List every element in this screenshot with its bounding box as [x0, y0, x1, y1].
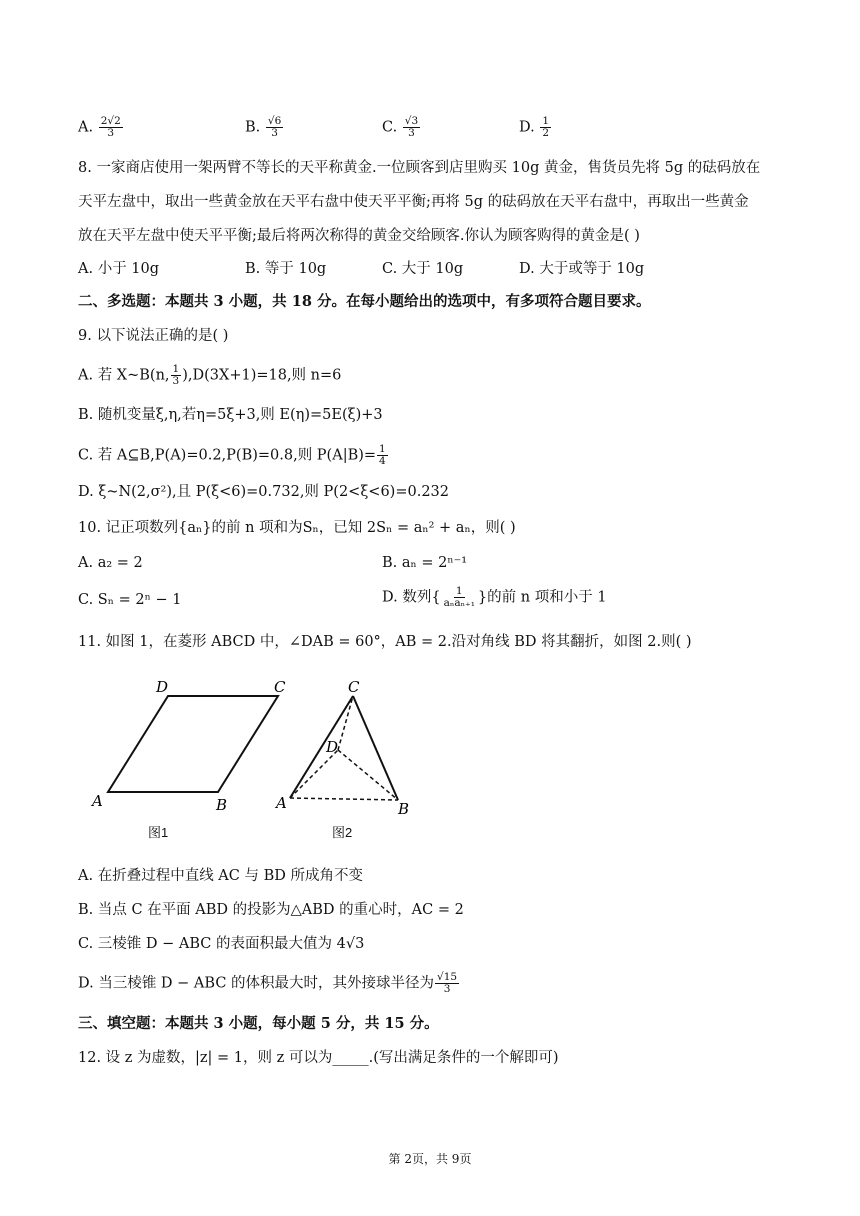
- q12-stem: 12. 设 z 为虚数，|z| = 1，则 z 可以为_____.(写出满足条件的一个解即可): [78, 1050, 559, 1066]
- q10-option-d: [382, 586, 607, 609]
- numerator: 1: [379, 443, 386, 455]
- q11-option-b: B. 当点 C 在平面 ABD 的投影为△ABD 的重心时，AC = 2: [78, 902, 464, 918]
- label-a: A: [92, 792, 103, 810]
- q8-stem-line2: 天平左盘中，取出一些黄金放在天平右盘中使天平平衡;再将 5g 的砝码放在天平右盘中，再取出一些黄金: [78, 194, 749, 210]
- q8-stem-line3: 放在天平左盘中使天平平衡;最后将两次称得的黄金交给顾客.你认为顾客购得的黄金是( ): [78, 228, 640, 244]
- option-text: C. 若 A⊆B,P(A)=0.2,P(B)=0.8,则 P(A|B)=: [78, 447, 377, 464]
- numerator: √3: [404, 115, 419, 127]
- option-text: A. 若 X~B(n,: [78, 367, 170, 384]
- figure-2-tetrahedron: [270, 676, 420, 821]
- fraction: [403, 116, 420, 139]
- edge-db: [338, 750, 398, 800]
- q8-option-c: C. 大于 10g: [382, 261, 464, 277]
- label-a: A: [276, 794, 287, 812]
- q7-option-c: [382, 116, 421, 139]
- q11-stem: 11. 如图 1，在菱形 ABCD 中，∠DAB = 60°，AB = 2.沿对角线 BD 将其翻折，如图 2.则( ): [78, 634, 692, 650]
- q7-option-b: [245, 116, 284, 139]
- fraction: [171, 364, 182, 387]
- q9-option-b: B. 随机变量ξ,η,若η=5ξ+3,则 E(η)=5E(ξ)+3: [78, 407, 383, 423]
- fraction: [99, 116, 123, 139]
- q8-option-b: B. 等于 10g: [245, 261, 327, 277]
- fraction: [435, 972, 459, 995]
- label-b: B: [216, 796, 228, 814]
- fraction: [540, 116, 551, 139]
- option-label: D.: [519, 119, 535, 136]
- fraction: [266, 116, 283, 139]
- q7-option-a: [78, 116, 124, 139]
- denominator: 2: [542, 127, 550, 139]
- q8-option-a: A. 小于 10g: [78, 261, 160, 277]
- q11-option-c: C. 三棱锥 D − ABC 的表面积最大值为 4√3: [78, 936, 365, 952]
- denominator: 3: [107, 127, 115, 139]
- option-text: }的前 n 项和小于 1: [477, 589, 607, 606]
- page-footer: 第 2页，共 9页: [388, 1152, 472, 1166]
- denominator: 3: [443, 983, 451, 995]
- q10-option-a: A. a₂ = 2: [78, 555, 143, 571]
- numerator: 1: [172, 363, 180, 375]
- denominator: 3: [408, 127, 415, 139]
- numerator: 1: [542, 115, 550, 127]
- option-text: D. 数列{: [382, 589, 441, 606]
- q8-stem-line1: 8. 一家商店使用一架两臂不等长的天平称黄金.一位顾客到店里购买 10g 黄金，售货员先将 5g 的砝码放在: [78, 160, 761, 176]
- option-label: B.: [245, 119, 261, 136]
- q9-option-a: [78, 364, 341, 387]
- edge-ac: [290, 696, 353, 798]
- fraction: [377, 444, 388, 467]
- label-c: C: [348, 678, 360, 696]
- option-label: A.: [78, 119, 94, 136]
- label-b: B: [398, 800, 410, 818]
- q7-option-d: [519, 116, 552, 139]
- edge-ad: [290, 750, 338, 798]
- numerator: 2√2: [100, 115, 121, 127]
- numerator: √15: [437, 971, 458, 983]
- q10-option-c: C. Sₙ = 2ⁿ − 1: [78, 592, 182, 608]
- denominator: 3: [271, 127, 278, 139]
- label-d: D: [156, 678, 169, 696]
- label-d: D: [326, 738, 339, 756]
- option-text: D. 当三棱锥 D − ABC 的体积最大时，其外接球半径为: [78, 975, 435, 992]
- edge-dc: [338, 696, 353, 750]
- q11-option-a: A. 在折叠过程中直线 AC 与 BD 所成角不变: [78, 868, 363, 884]
- q9-stem: 9. 以下说法正确的是( ): [78, 328, 229, 344]
- section-heading-multiple-choice: 二、多选题：本题共 3 小题，共 18 分。在每小题给出的选项中，有多项符合题目要求。: [78, 293, 651, 310]
- option-text: ),D(3X+1)=18,则 n=6: [182, 367, 342, 384]
- section-heading-fill-in: 三、填空题：本题共 3 小题，每小题 5 分，共 15 分。: [78, 1015, 439, 1032]
- numerator: 1: [455, 585, 463, 597]
- q10-stem: 10. 记正项数列{aₙ}的前 n 项和为Sₙ，已知 2Sₙ = aₙ² + aₙ，则( ): [78, 520, 516, 536]
- numerator: √6: [267, 115, 282, 127]
- q10-option-b: B. aₙ = 2ⁿ⁻¹: [382, 555, 468, 571]
- figure-1-caption: 图1: [148, 825, 169, 840]
- label-c: C: [274, 678, 286, 696]
- denominator: aₙaₙ₊₁: [443, 597, 475, 609]
- denominator: 3: [172, 375, 180, 387]
- q8-option-d: D. 大于或等于 10g: [519, 261, 645, 277]
- q9-option-d: D. ξ~N(2,σ²),且 P(ξ<6)=0.732,则 P(2<ξ<6)=0.232: [78, 484, 450, 500]
- option-label: C.: [382, 119, 398, 136]
- rhombus-shape: [108, 696, 278, 792]
- fraction: [442, 586, 477, 609]
- q9-option-c: [78, 444, 389, 467]
- figure-2-caption: 图2: [332, 825, 353, 840]
- edge-cb: [353, 696, 398, 800]
- edge-ab: [290, 798, 398, 800]
- denominator: 4: [379, 455, 386, 467]
- q11-option-d: [78, 972, 460, 995]
